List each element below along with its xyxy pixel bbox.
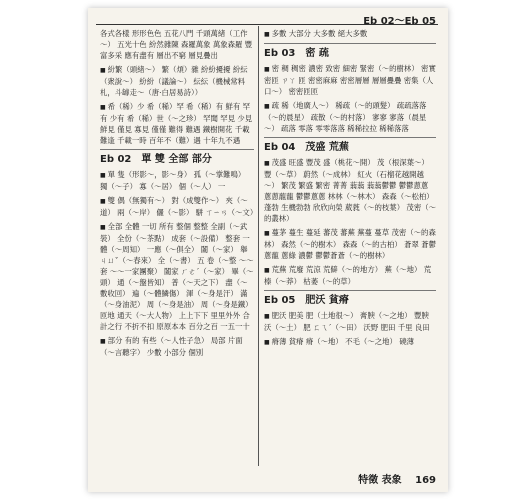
entry-variety: 各式各樣 形形色色 五花八門 千頭萬緒（工作～） 五光十色 紛然雜陳 森羅萬象 萬象森羅 豐富多采 應有盡有 層出不窮 層見疊出 (100, 29, 253, 60)
page-footer (358, 471, 436, 486)
entry-barren: ■ 荒蕪 荒廢 荒涼 荒僻（～的地方） 蕪（～地） 荒 榛（～莽） 枯萎（～的草） (264, 264, 436, 287)
dictionary-page (88, 8, 448, 492)
section-rule (264, 290, 436, 291)
entry-rare: ■ 希（稀）少 希（稀）罕 希（稀）有 鮮有 罕有 少有 希（稀）世（～之珍） 罕聞 罕見 少見 鮮見 僅見 寡見 僅僅 難得 難遇 鐵樹開花 千載難逢 千載一時 百年不（難）遇 十年九不遇 (100, 101, 254, 146)
entry-single: ■ 單 隻（形影～，影～身） 孤（～掌難鳴） 獨（～子） 寡（～居） 個（～人） 一 (100, 169, 254, 192)
section-heading-eb03: Eb 03 密 疏 (264, 48, 329, 59)
left-column (100, 28, 258, 361)
entry-sparse: ■ 疏 稀（地廣人～） 稀疏（～的頭髮） 疏疏落落（～的晨星） 疏散（～的村落） 寥寥 寥落（晨星～） 疏落 零落 零零落落 稀稀拉拉 稀稀落落 (264, 100, 436, 134)
section-heading-eb04: Eb 04 茂盛 荒蕪 (264, 142, 349, 153)
header-rule (96, 24, 438, 25)
section-rule (264, 137, 436, 138)
section-rule (100, 149, 254, 150)
column-divider (258, 26, 259, 466)
running-head: Eb 02～Eb 05 (363, 16, 436, 27)
entry-infertile: ■ 瘠薄 貧瘠 瘠（～地） 不毛（～之地） 磽薄 (264, 336, 436, 348)
page-number: 169 (415, 475, 436, 486)
entry-lush: ■ 茂盛 旺盛 豐茂 盛（桃花～開） 茂（根深葉～） 豐（～草） 蔚然（～成林） 紅火（石榴花越開越～） 繁茂 繁盛 繁密 菁菁 蓊蓊 蓊蓊鬱鬱 鬱鬱蔥蔥 蔥蔥蘢蘢 鬱鬱蔥蔥 林林（～林木） 森森（～松柏） 蓬勃 生機勃勃 欣欣向榮 葳蕤（～的枝葉） 茂密（～的叢林） (264, 157, 436, 224)
section-heading-eb05: Eb 05 肥沃 貧瘠 (264, 295, 349, 306)
footer-label: 特徵 表象 (358, 475, 402, 486)
entry-fertile: ■ 肥沃 肥美 肥（土地很～） 膏腴（～之地） 豐腴 沃（～土） 肥 ㄈㄟˊ（～田） 沃野 肥田 千里 良田 (264, 310, 436, 333)
section-rule (264, 43, 436, 44)
entry-part: ■ 部分 有的 有些（～人性子急） 局部 片面（～言聽字） 少數 小部分 個別 (100, 335, 254, 358)
section-heading-eb02: Eb 02 單 雙 全部 部分 (100, 154, 212, 165)
entry-whole: ■ 全部 全體 一切 所有 整個 整整 全副（～武裝） 全份（～茶點） 成套（～設備） 整套 一體（～周知） 一應（～俱全） 闔（～家） 舉 ㄐㄩˇ（～春來） 全（～書） 五 卷（～整 ～～套 ～～一家團聚） 闔家 ㄏㄜˊ（～家） 畢（～頭） 通（～盤皆知） 普（～天之下） 盡（～數收回） 遍（～體鱗傷） 渾（～身是汗） 滿（～身油泥） 周（～身是油） 周（～身是鐵） 匝地 通天（～大人物） 上上下下 里里外外 合計之行 不折不扣 原原本本 百分之百 一五一十 (100, 221, 254, 332)
entry-overgrown: ■ 蔓茅 蔓生 蔓延 蕃茂 蕃蕪 蕪蔓 蔓草 茂密（～的森林） 森然（～的樹木） 森森（～的古柏） 蒼翠 蒼鬱 蔥蘢 蔥綠 濃鬱 鬱鬱蒼蒼（～的樹林） (264, 227, 436, 261)
right-column (264, 28, 436, 351)
entry-complexity: ■ 紛繁（頭緒～） 繁（煩）雜 紛紛擾擾 紛紜（衆說～） 紛紛（議論～） 紜紜（機械常料札，斗罅走～（唐·白居易詩）） (100, 64, 254, 98)
entry-pair: ■ 雙 偶（無獨有～） 對（成雙作～） 夾（～道） 兩（～岸） 儷（～影） 駢 ㄒㄧㄢ（～文） (100, 195, 254, 218)
entry-majority: ■ 多數 大部分 大多數 絕大多數 (264, 28, 436, 40)
entry-dense: ■ 密 稠 稠密 濃密 致密 細密 緊密（～的樹林） 密實 密匝 ㄗㄚ 匝 密密麻麻 密密層層 層層疊疊 密集（人口～） 密密匝匝 (264, 63, 436, 97)
